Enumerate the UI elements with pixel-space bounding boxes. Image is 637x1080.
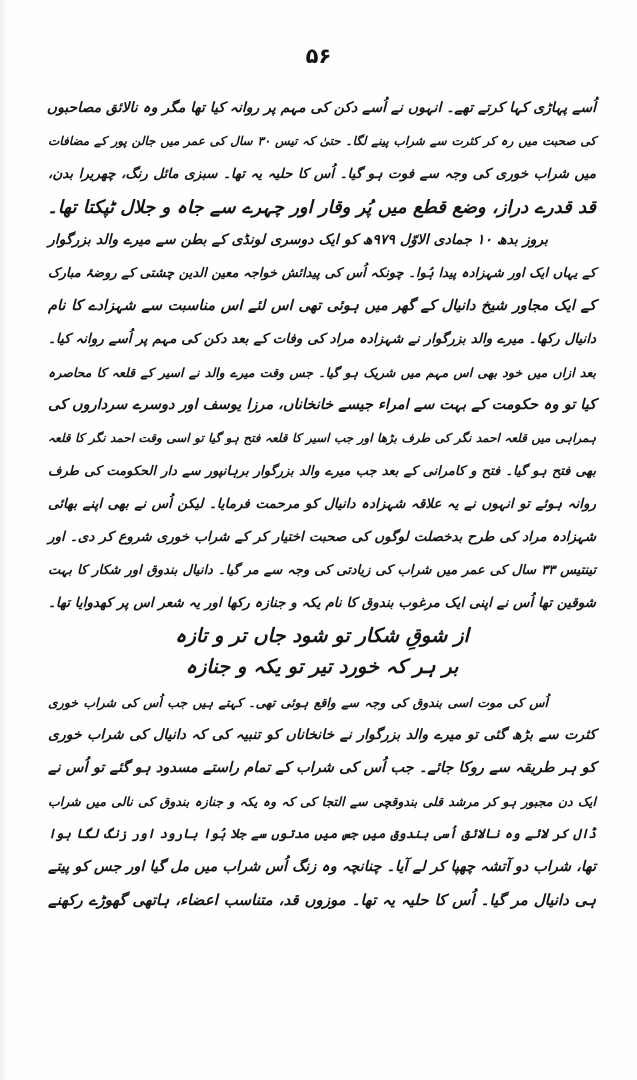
text-line: ہمراہی میں قلعہ احمد نگر کی طرف بڑھا اور جب اسیر کا قلعہ فتح ہو گیا تو اسی وقت احمد نگر کا قلعہ [48, 431, 596, 445]
text-line: تھا، شراب دو آتشہ چھپا کر لے آیا۔ چنانچہ وہ زنگ اُس شراب میں مل گیا اور جس کو پیتے [48, 859, 596, 875]
page-body [48, 92, 596, 917]
text-line: کیا تو وہ حکومت کے بہت سے امراء جیسے خانخاناں، مرزا یوسف اور دوسرے سرداروں کی [47, 397, 596, 413]
paragraph-2 [48, 224, 596, 620]
text-line: ڈال کر لائے وہ نالائق اُسی بندوق میں جس میں مدتوں سے جلا ہُوا بارود اور زنگ لگا ہوا [48, 827, 596, 842]
text-line: قد قدرے دراز، وضع قطع میں پُر وقار اور چہرے سے جاہ و جلال ٹپکتا تھا۔ [47, 197, 596, 218]
text-line: کی صحبت میں رہ کر کثرت سے شراب پینے لگا۔ حتیٰ کہ تیس ۳۰ سال کی عمر میں جالن پور کے مضافات [48, 134, 597, 148]
text-line: تینتیس ۳۳ سال کی عمر میں شراب کی زیادتی کی وجہ سے مر گیا۔ دانیال بندوق اور شکار کا بہت [48, 563, 596, 578]
text-line: کے ایک مجاور شیخ دانیال کے گھر میں ہوئی تھی اس لئے اس مناسبت سے شہزادے کا نام [48, 298, 596, 314]
text-line: شہزادہ مراد کی طرح بدخصلت لوگوں کی صحبت اختیار کر کے شراب خوری شروع کر دی۔ اور [48, 529, 596, 545]
text-line: کثرت سے بڑھ گئی تو میرے والد بزرگوار نے خانخاناں کو تنبیہ کی کہ دانیال کی شراب خوری [48, 727, 596, 743]
text-line: بروز بدھ ۱۰ جمادی الاوّل ۹۷۹ھ کو ایک دوسری لونڈی کے بطن سے میرے والد بزرگوار [48, 232, 548, 248]
text-line: شوقین تھا اُس نے اپنی ایک مرغوب بندوق کا نام یکہ و جنازہ رکھا اور یہ شعر اس پر کھدوایا تھا۔ [48, 595, 596, 611]
text-line: کے یہاں ایک اور شہزادہ پیدا ہُوا۔ چونکہ اُس کی پیدائش خواجہ معین الدین چشتی کے روضۂ مبارک [48, 266, 596, 281]
page-number: ۵۶ [305, 44, 332, 68]
text-line: کو ہر طریقہ سے روکا جائے۔ جب اُس کی شراب کے تمام راستے مسدود ہو گئے تو اُس نے [48, 760, 596, 776]
text-line: اُسے پہاڑی کہا کرتے تھے۔ انہوں نے اُسے دکن کی مہم پر روانہ کیا تھا مگر وہ نالائق مصاحبوں [46, 100, 596, 116]
text-line: ایک دن مجبور ہو کر مرشد قلی بندوقچی سے التجا کی کہ وہ یکہ و جنازہ بندوق کی نالی میں شراب [48, 794, 596, 809]
text-line: بعد ازاں میں خود بھی اس مہم میں شریک ہو گیا۔ جس وقت میرے والد نے اسیر کے قلعہ کا محاصرہ [48, 365, 596, 380]
paragraph-1 [48, 92, 596, 224]
paragraph-3 [48, 686, 596, 917]
text-line: میں شراب خوری کی وجہ سے فوت ہو گیا۔ اُس کا حلیہ یہ تھا۔ سبزی مائل رنگ، چھریرا بدن، [48, 166, 596, 182]
text-line: ہی دانیال مر گیا۔ اُس کا حلیہ یہ تھا۔ موزوں قد، متناسب اعضاء، ہاتھی گھوڑے رکھنے [48, 891, 596, 909]
text-line: دانیال رکھا۔ میرے والد بزرگوار نے شہزادہ مراد کی وفات کے بعد دکن کی مہم پر اُسے روانہ کیا۔ [48, 331, 596, 347]
verse-line: بر ہر کہ خورد تیر تو یکہ و جنازہ [185, 655, 459, 678]
verse-line: از شوقِ شکار تو شود جاں تر و تازہ [175, 624, 469, 647]
text-line: اُس کی موت اسی بندوق کی وجہ سے واقع ہوئی تھی۔ کہتے ہیں جب اُس کی شراب خوری [48, 695, 548, 710]
text-line: روانہ ہوئے تو انہوں نے یہ علاقہ شہزادہ دانیال کو مرحمت فرمایا۔ لیکن اُس نے بھی اپنے بھائی [48, 496, 596, 512]
verse-couplet [48, 620, 596, 682]
text-line: بھی فتح ہو گیا۔ فتح و کامرانی کے بعد جب میرے والد بزرگوار برہانپور سے دار الحکومت کی طرف [48, 464, 596, 479]
